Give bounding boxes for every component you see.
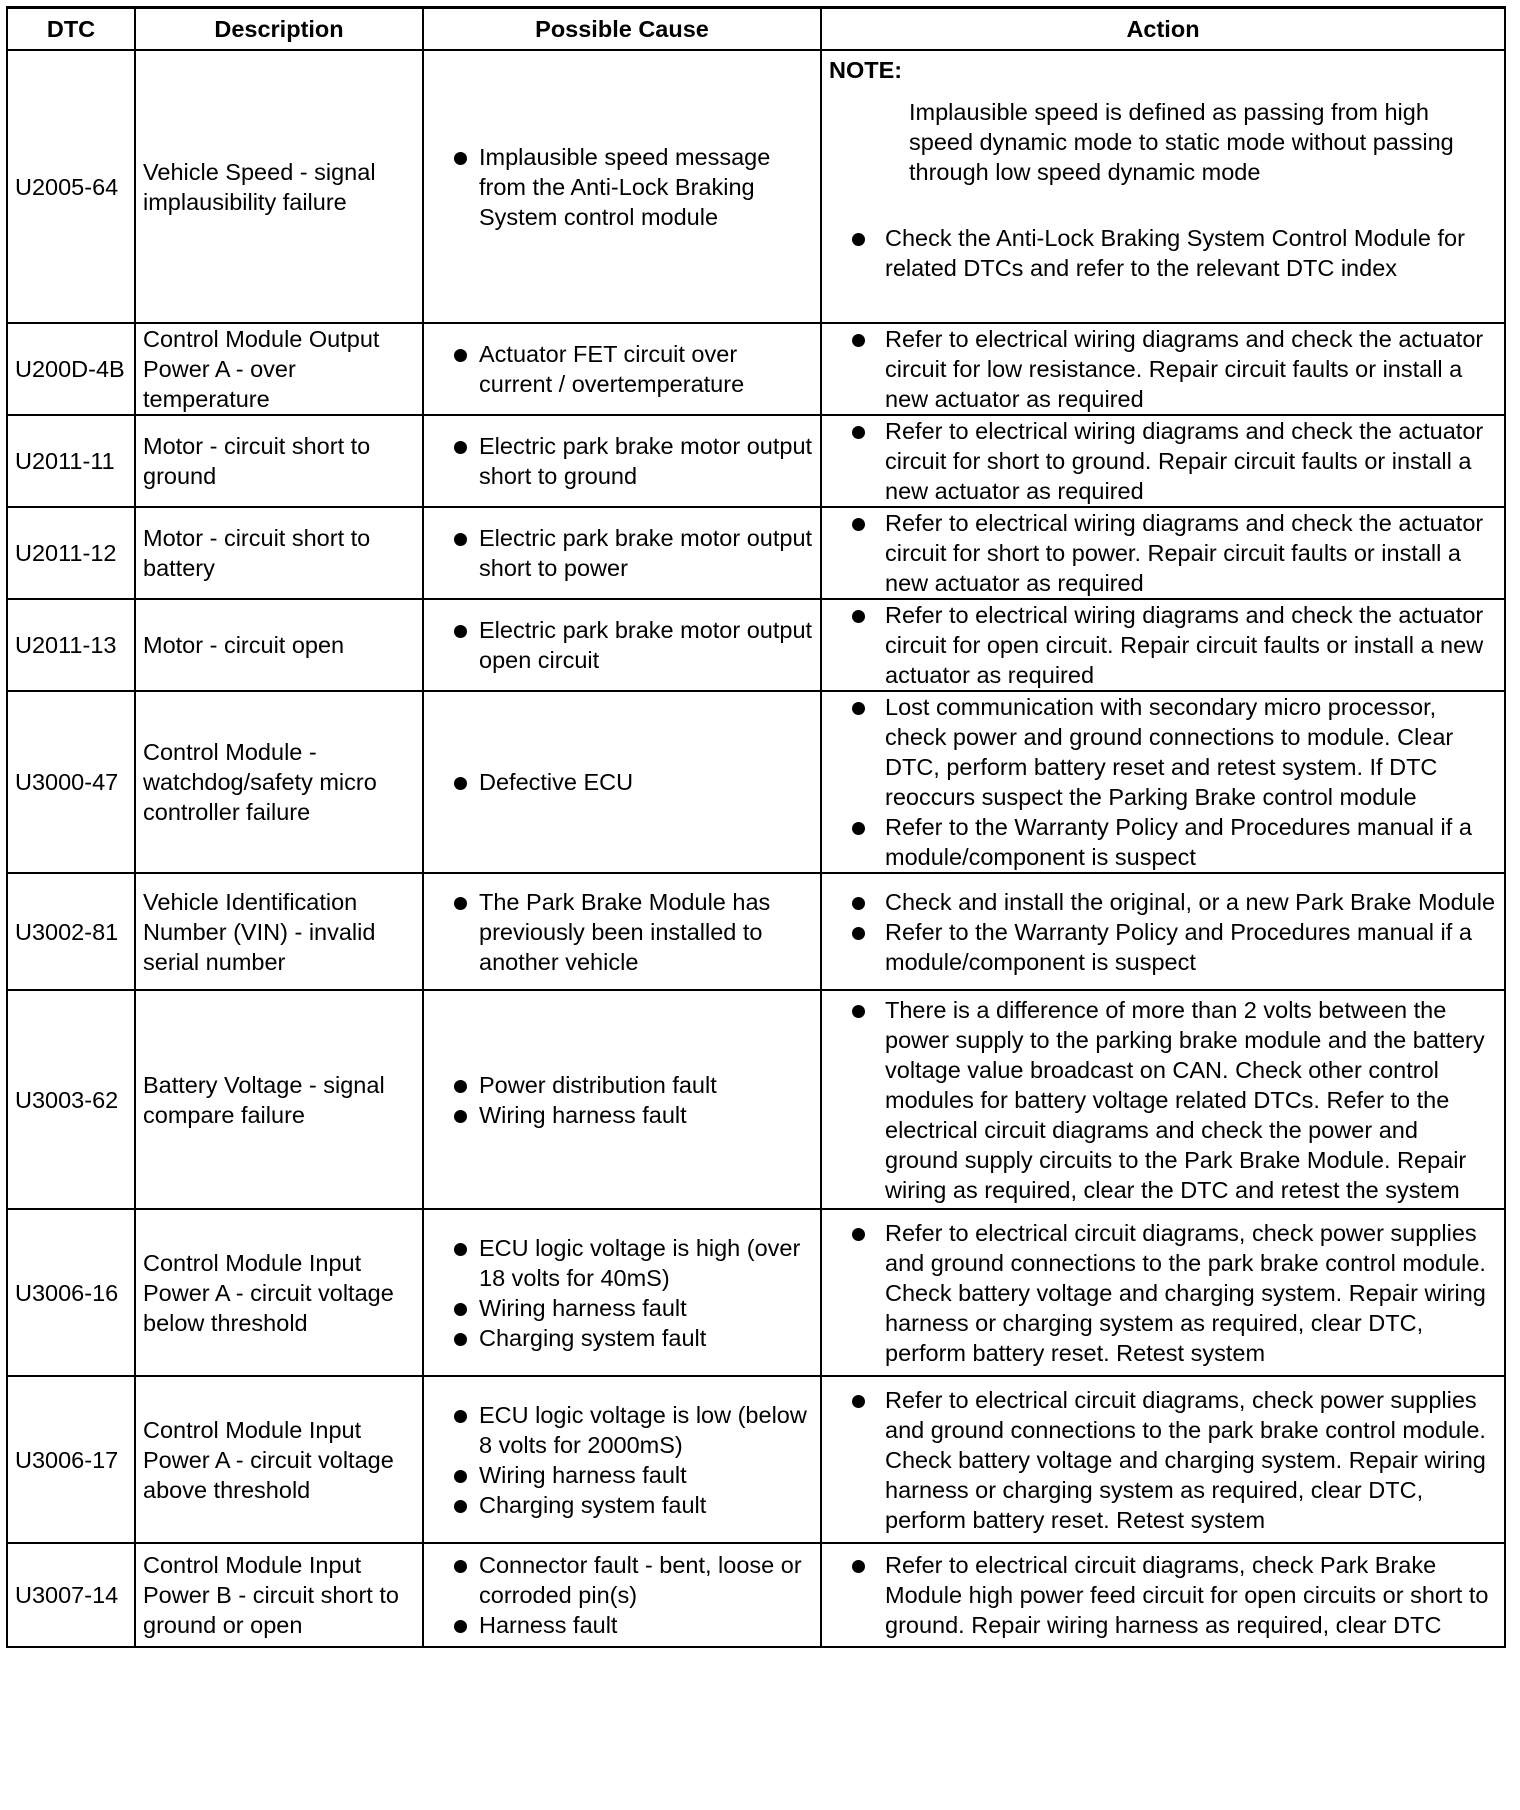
dtc-code: U3003-62 [7,990,135,1209]
bullet-icon [454,1470,467,1483]
action-item [829,1550,1497,1640]
action-cell [821,1376,1505,1543]
cause-text: Defective ECU [479,769,634,795]
action-text: Refer to electrical circuit diagrams, check power supplies and ground connections to the park brake control module. Check battery voltage and charging system. Repair wiring harness or charging system as required, clear DTC, perform battery reset. Retest system [885,1386,1486,1533]
possible-cause-cell [423,415,821,507]
cause-list [431,767,813,797]
bullet-icon [454,349,467,362]
action-text: Refer to electrical wiring diagrams and check the actuator circuit for short to power. Repair circuit faults or install a new actuator as required [885,510,1484,596]
action-text: Refer to electrical wiring diagrams and check the actuator circuit for low resistance. Repair circuit faults or install a new actuator as required [885,326,1484,412]
bullet-icon [852,426,865,439]
cause-item [431,339,813,399]
cause-text: Harness fault [479,1612,618,1638]
action-item [829,995,1497,1205]
cause-list [431,1233,813,1353]
action-text: Refer to electrical wiring diagrams and check the actuator circuit for short to ground. Repair circuit faults or install a new actuator as required [885,418,1484,504]
action-item [829,223,1497,283]
dtc-description: Control Module Input Power A - circuit voltage above threshold [135,1376,423,1543]
bullet-icon [454,152,467,165]
cause-item [431,887,813,977]
possible-cause-cell [423,1376,821,1543]
bullet-icon [852,1560,865,1573]
cause-item [431,1323,813,1353]
dtc-code: U2005-64 [7,50,135,323]
possible-cause-cell [423,1543,821,1647]
action-cell [821,50,1505,323]
cause-item [431,1400,813,1460]
bullet-icon [454,441,467,454]
action-text: Lost communication with secondary micro processor, check power and ground connections to module. Clear DTC, perform battery reset and retest system. If DTC reoccurs suspect the Parking Brake control module [885,694,1454,810]
possible-cause-cell [423,507,821,599]
bullet-icon [454,1560,467,1573]
cause-item [431,142,813,232]
dtc-description: Vehicle Identification Number (VIN) - invalid serial number [135,873,423,990]
cause-list [431,887,813,977]
table-row [7,323,1505,415]
cause-list [431,1400,813,1520]
cause-text: Connector fault - bent, loose or corroded pin(s) [479,1552,802,1608]
action-list [829,692,1497,872]
bullet-icon [454,1410,467,1423]
action-text: Check and install the original, or a new Park Brake Module [885,888,1496,915]
bullet-icon [454,533,467,546]
cause-text: ECU logic voltage is high (over 18 volts for 40mS) [479,1234,801,1291]
action-list [829,1550,1497,1640]
bullet-icon [852,1005,865,1018]
action-list [829,1385,1497,1535]
bullet-icon [852,233,865,246]
cause-text: Implausible speed message from the Anti-Lock Braking System control module [479,143,771,230]
action-list [829,324,1497,414]
cause-text: Charging system fault [479,1324,707,1351]
bullet-icon [454,897,467,910]
cause-item [431,1550,813,1610]
cause-item [431,523,813,583]
action-text: Refer to electrical circuit diagrams, check Park Brake Module high power feed circuit for open circuits or short to ground. Repair wiring harness as required, clear DTC [885,1552,1489,1638]
dtc-description: Vehicle Speed - signal implausibility failure [135,50,423,323]
cause-item [431,431,813,491]
cause-list [431,339,813,399]
action-cell [821,873,1505,990]
bullet-icon [454,777,467,790]
dtc-description: Battery Voltage - signal compare failure [135,990,423,1209]
dtc-code: U3006-16 [7,1209,135,1376]
action-cell [821,415,1505,507]
table-row [7,691,1505,873]
possible-cause-cell [423,1209,821,1376]
cause-list [431,615,813,675]
note-title: NOTE: [829,57,903,83]
action-item [829,508,1497,598]
table-row [7,507,1505,599]
action-item [829,600,1497,690]
dtc-description: Control Module Input Power A - circuit voltage below threshold [135,1209,423,1376]
action-item [829,1385,1497,1535]
bullet-icon [852,822,865,835]
action-item [829,692,1497,812]
bullet-icon [852,610,865,623]
action-cell [821,1209,1505,1376]
header-dtc: DTC [7,8,135,51]
possible-cause-cell [423,873,821,990]
header-possible-cause: Possible Cause [423,8,821,51]
action-list [829,416,1497,506]
bullet-icon [454,625,467,638]
possible-cause-cell [423,50,821,323]
bullet-icon [454,1303,467,1316]
bullet-icon [852,518,865,531]
possible-cause-cell [423,691,821,873]
cause-text: Electric park brake motor output open circuit [479,617,813,673]
cause-text: Charging system fault [479,1491,707,1518]
header-description: Description [135,8,423,51]
dtc-description: Motor - circuit short to ground [135,415,423,507]
table-row [7,990,1505,1209]
cause-text: The Park Brake Module has previously been installed to another vehicle [479,888,771,975]
cause-text: Wiring harness fault [479,1461,687,1488]
action-item [829,416,1497,506]
bullet-icon [852,927,865,940]
bullet-icon [454,1080,467,1093]
dtc-code: U3007-14 [7,1543,135,1647]
bullet-icon [454,1110,467,1123]
dtc-code: U3000-47 [7,691,135,873]
table-row [7,599,1505,691]
note-text: Implausible speed is defined as passing from high speed dynamic mode to static mode without passing through low speed dynamic mode [909,99,1454,185]
cause-text: Wiring harness fault [479,1101,687,1128]
cause-item [431,1293,813,1323]
action-cell [821,1543,1505,1647]
cause-item [431,767,813,797]
action-text: Refer to electrical circuit diagrams, check power supplies and ground connections to the park brake control module. Check battery voltage and charging system. Repair wiring harness or charging system as required, clear DTC, perform battery reset. Retest system [885,1219,1486,1366]
dtc-code: U2011-12 [7,507,135,599]
table-row [7,50,1505,323]
cause-text: Power distribution fault [479,1071,717,1098]
cause-item [431,1460,813,1490]
action-list [829,508,1497,598]
action-item [829,917,1497,977]
action-text: Refer to the Warranty Policy and Procedures manual if a module/component is suspect [885,918,1472,975]
cause-item [431,1490,813,1520]
bullet-icon [852,1395,865,1408]
action-list [829,223,1497,283]
cause-item [431,615,813,675]
cause-list [431,1550,813,1640]
cause-text: Electric park brake motor output short to ground [479,433,813,489]
table-row [7,1209,1505,1376]
action-cell [821,691,1505,873]
header-action: Action [821,8,1505,51]
cause-list [431,523,813,583]
action-list [829,1218,1497,1368]
action-item [829,324,1497,414]
bullet-icon [852,334,865,347]
bullet-icon [454,1620,467,1633]
table-row [7,1543,1505,1647]
bullet-icon [852,702,865,715]
table-body [7,50,1505,1647]
cause-list [431,1070,813,1130]
header-row [7,8,1505,51]
dtc-description: Control Module - watchdog/safety micro controller failure [135,691,423,873]
action-text: Refer to electrical wiring diagrams and check the actuator circuit for open circuit. Repair circuit faults or install a new actuator as required [885,602,1484,688]
dtc-description: Motor - circuit short to battery [135,507,423,599]
cause-item [431,1070,813,1100]
dtc-code: U2011-13 [7,599,135,691]
action-text: There is a difference of more than 2 volts between the power supply to the parking brake module and the battery voltage value broadcast on CAN. Check other control modules for battery voltage related DTCs. Refer to the electrical circuit diagrams and check the power and ground supply circuits to the Park Brake Module. Repair wiring as required, clear the DTC and retest the system [885,996,1485,1203]
action-cell [821,507,1505,599]
cause-list [431,431,813,491]
action-cell [821,599,1505,691]
bullet-icon [454,1500,467,1513]
bullet-icon [852,1228,865,1241]
cause-item [431,1100,813,1130]
dtc-description: Control Module Input Power B - circuit short to ground or open [135,1543,423,1647]
action-item [829,887,1497,917]
action-cell [821,323,1505,415]
cause-text: Electric park brake motor output short to power [479,525,813,581]
table-row [7,415,1505,507]
bullet-icon [454,1333,467,1346]
dtc-table [6,6,1506,1648]
dtc-description: Control Module Output Power A - over temperature [135,323,423,415]
dtc-description: Motor - circuit open [135,599,423,691]
possible-cause-cell [423,990,821,1209]
bullet-icon [454,1243,467,1256]
dtc-code: U3002-81 [7,873,135,990]
action-list [829,887,1497,977]
table-row [7,1376,1505,1543]
action-item [829,1218,1497,1368]
possible-cause-cell [423,599,821,691]
cause-text: Wiring harness fault [479,1294,687,1321]
dtc-code: U3006-17 [7,1376,135,1543]
action-text: Check the Anti-Lock Braking System Control Module for related DTCs and refer to the relevant DTC index [885,225,1465,281]
cause-item [431,1233,813,1293]
dtc-code: U200D-4B [7,323,135,415]
possible-cause-cell [423,323,821,415]
action-list [829,995,1497,1205]
cause-text: ECU logic voltage is low (below 8 volts for 2000mS) [479,1401,807,1458]
action-text: Refer to the Warranty Policy and Procedures manual if a module/component is suspect [885,814,1472,870]
bullet-icon [852,897,865,910]
action-cell [821,990,1505,1209]
action-list [829,600,1497,690]
dtc-code: U2011-11 [7,415,135,507]
cause-item [431,1610,813,1640]
table-row [7,873,1505,990]
cause-text: Actuator FET circuit over current / overtemperature [479,341,745,397]
action-item [829,812,1497,872]
cause-list [431,142,813,232]
